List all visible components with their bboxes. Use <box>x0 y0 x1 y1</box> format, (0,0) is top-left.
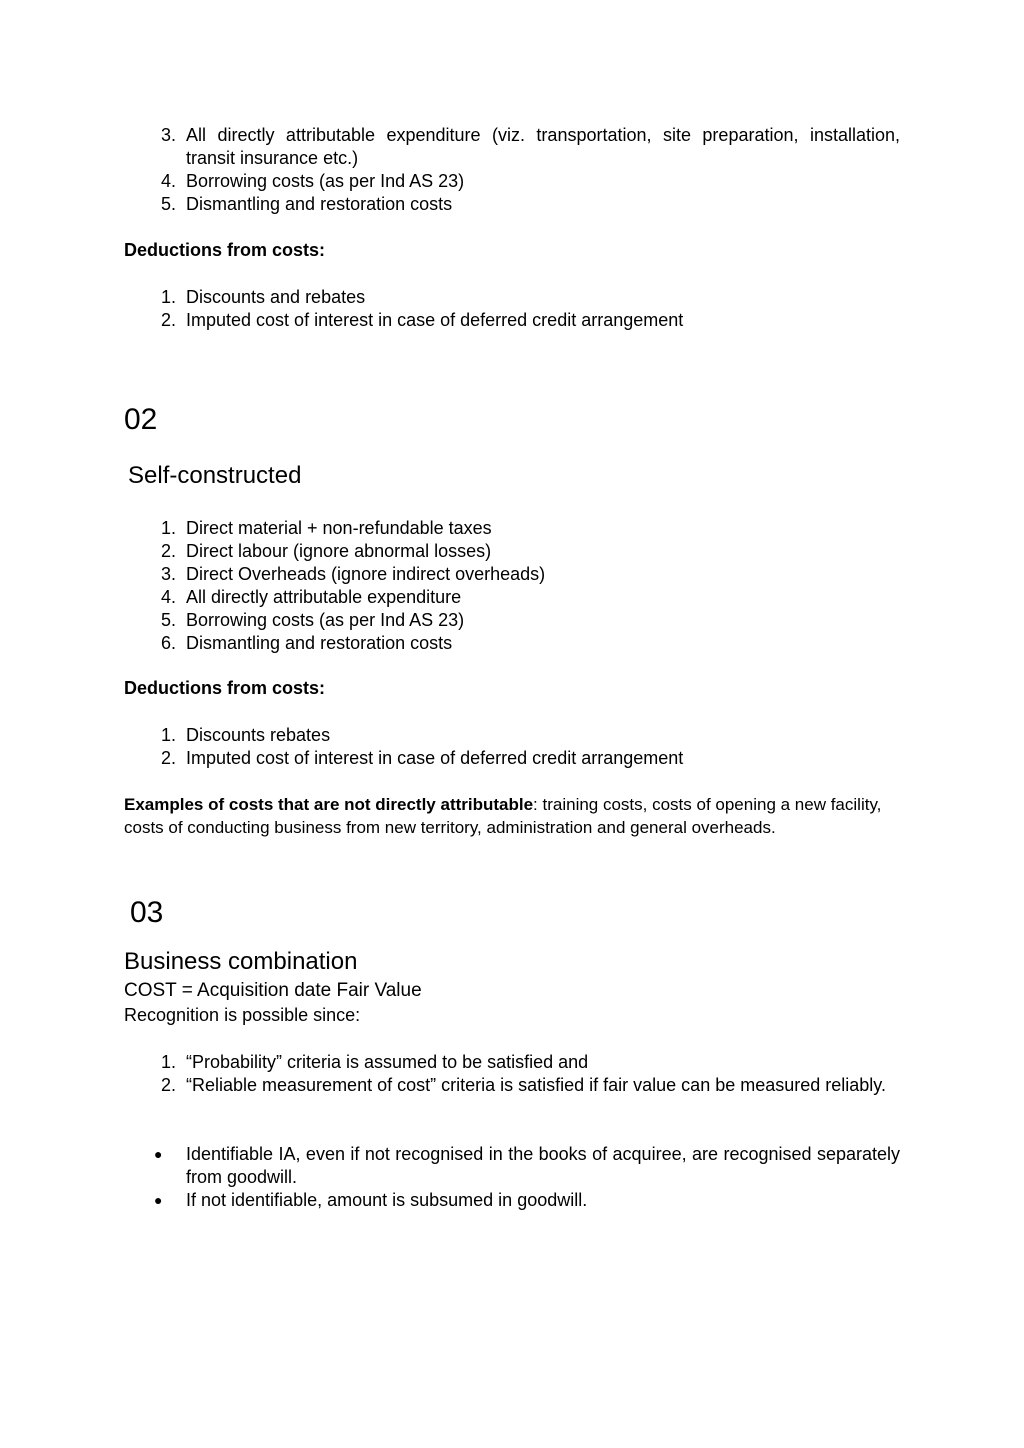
section-02-list <box>124 517 900 655</box>
list-item <box>124 1189 900 1212</box>
list-number: 1. <box>160 1052 176 1072</box>
list-item <box>124 193 900 216</box>
list-text: Dismantling and restoration costs <box>186 633 453 653</box>
list-item <box>124 540 900 563</box>
section-02-deductions-list <box>124 724 900 770</box>
list-text: Borrowing costs (as per Ind AS 23) <box>186 610 465 630</box>
section-title: Self-constructed <box>128 462 302 489</box>
section-number: 02 <box>124 403 158 436</box>
section-03-list <box>124 1051 900 1097</box>
list-text: “Reliable measurement of cost” criteria is satisfied if fair value can be measured reliably. <box>186 1075 886 1095</box>
list-number: 5. <box>160 610 176 630</box>
list-item <box>124 517 900 540</box>
intro-list <box>124 124 900 216</box>
bullet-icon: ● <box>154 1146 163 1162</box>
list-text: If not identifiable, amount is subsumed in goodwill. <box>186 1190 588 1210</box>
list-text: “Probability” criteria is assumed to be satisfied and <box>186 1052 589 1072</box>
list-text: Direct Overheads (ignore indirect overheads) <box>186 564 546 584</box>
list-number: 3. <box>160 564 176 584</box>
list-text: Imputed cost of interest in case of deferred credit arrangement <box>186 748 684 768</box>
list-text: Imputed cost of interest in case of deferred credit arrangement <box>186 310 684 330</box>
bullet-icon: ● <box>154 1192 163 1208</box>
list-item <box>124 563 900 586</box>
list-item <box>124 309 900 332</box>
examples-text: : training costs, costs of opening a new facility, costs of conducting business from new territory, administration and general overheads. <box>124 795 882 837</box>
deductions-heading: Deductions from costs: <box>124 678 326 698</box>
section-number: 03 <box>130 896 164 929</box>
cost-line: COST = Acquisition date Fair Value <box>124 980 422 1001</box>
list-text: Dismantling and restoration costs <box>186 194 453 214</box>
list-text: Direct material + non-refundable taxes <box>186 518 492 538</box>
list-item <box>124 747 900 770</box>
list-item <box>124 1074 900 1097</box>
list-item <box>124 124 900 170</box>
list-text: Discounts and rebates <box>186 287 366 307</box>
list-number: 6. <box>160 633 176 653</box>
list-number: 2. <box>160 1075 176 1095</box>
list-item <box>124 1051 900 1074</box>
list-text: All directly attributable expenditure <box>186 587 462 607</box>
list-number: 2. <box>160 541 176 561</box>
list-number: 3. <box>160 125 176 145</box>
recognition-line: Recognition is possible since: <box>124 1005 361 1025</box>
list-number: 2. <box>160 310 176 330</box>
deductions-list <box>124 286 900 332</box>
list-text: Direct labour (ignore abnormal losses) <box>186 541 492 561</box>
list-number: 1. <box>160 287 176 307</box>
list-item <box>124 586 900 609</box>
list-number: 1. <box>160 725 176 745</box>
list-item <box>124 724 900 747</box>
list-number: 5. <box>160 194 176 214</box>
section-03-bullets <box>124 1143 900 1212</box>
examples-bold: Examples of costs that are not directly attributable <box>124 795 534 814</box>
deductions-heading: Deductions from costs: <box>124 240 326 260</box>
list-number: 1. <box>160 518 176 538</box>
list-item <box>124 632 900 655</box>
list-item <box>124 170 900 193</box>
list-number: 4. <box>160 587 176 607</box>
list-item <box>124 286 900 309</box>
list-item <box>124 609 900 632</box>
list-text: All directly attributable expenditure (viz. transportation, site preparation, installation, transit insurance etc.) <box>186 125 900 168</box>
list-text: Borrowing costs (as per Ind AS 23) <box>186 171 465 191</box>
list-number: 4. <box>160 171 176 191</box>
examples-paragraph <box>124 793 900 839</box>
list-text: Identifiable IA, even if not recognised in the books of acquiree, are recognised separately from goodwill. <box>186 1144 900 1187</box>
section-title: Business combination <box>124 948 358 975</box>
list-item <box>124 1143 900 1189</box>
list-number: 2. <box>160 748 176 768</box>
list-text: Discounts rebates <box>186 725 331 745</box>
